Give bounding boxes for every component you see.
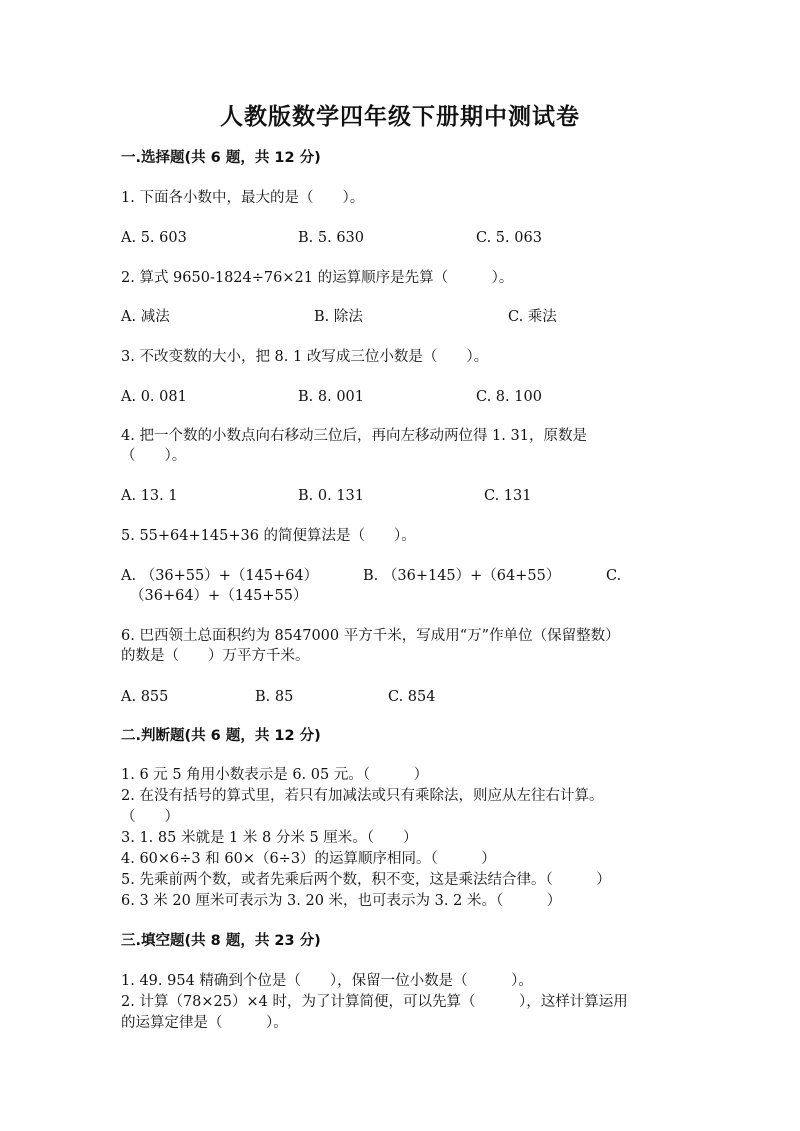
q2-option-a: A. 减法 [121, 309, 170, 325]
fill-item-2-line2: 的运算定律是（ ）。 [121, 1015, 288, 1031]
question-6-line2: 的数是（ ）万平方千米。 [121, 648, 310, 664]
judge-item-4: 4. 60×6÷3 和 60×（6÷3）的运算顺序相同。（ ） [121, 851, 496, 867]
q5-option-a: A. （36+55）+（145+64） [121, 568, 319, 584]
question-5: 5. 55+64+145+36 的简便算法是（ ）。 [121, 528, 416, 544]
question-3: 3. 不改变数的大小，把 8. 1 改写成三位小数是（ ）。 [121, 349, 489, 365]
q6-option-b: B. 85 [255, 689, 294, 705]
q5-option-c: （36+64）+（145+55） [130, 588, 308, 604]
judge-item-2-blank: （ ） [121, 809, 179, 825]
q2-option-b: B. 除法 [314, 309, 363, 325]
judge-item-5: 5. 先乘前两个数，或者先乘后两个数，积不变，这是乘法结合律。（ ） [121, 872, 611, 888]
q3-option-a: A. 0. 081 [121, 389, 187, 405]
section-heading-fill: 三.填空题(共 8 题，共 23 分) [121, 933, 321, 949]
q3-option-c: C. 8. 100 [476, 389, 542, 405]
q5-option-b: B. （36+145）+（64+55） [363, 568, 561, 584]
q4-option-a: A. 13. 1 [121, 488, 178, 504]
question-4-blank: （ ）。 [121, 448, 187, 464]
q1-option-a: A. 5. 603 [121, 230, 187, 246]
judge-item-6: 6. 3 米 20 厘米可表示为 3. 20 米，也可表示为 3. 2 米。（ ） [121, 893, 562, 909]
fill-item-2: 2. 计算（78×25）×4 时，为了计算简便，可以先算（ ），这样计算运用 [121, 994, 628, 1010]
judge-item-3: 3. 1. 85 米就是 1 米 8 分米 5 厘米。（ ） [121, 830, 418, 846]
section-heading-choice: 一.选择题(共 6 题，共 12 分) [121, 150, 321, 166]
q5-option-c-label: C. [606, 568, 622, 584]
q6-option-a: A. 855 [121, 689, 169, 705]
q1-option-c: C. 5. 063 [476, 230, 542, 246]
question-4: 4. 把一个数的小数点向右移动三位后，再向左移动两位得 1. 31，原数是 [121, 428, 587, 444]
page-title: 人教版数学四年级下册期中测试卷 [220, 104, 580, 130]
judge-item-2: 2. 在没有括号的算式里，若只有加减法或只有乘除法，则应从左往右计算。 [121, 788, 604, 804]
section-heading-judge: 二.判断题(共 6 题，共 12 分) [121, 728, 321, 744]
q3-option-b: B. 8. 001 [298, 389, 364, 405]
q4-option-c: C. 131 [484, 488, 532, 504]
question-2: 2. 算式 9650-1824÷76×21 的运算顺序是先算（ ）。 [121, 270, 514, 286]
q2-option-c: C. 乘法 [508, 309, 557, 325]
question-1: 1. 下面各小数中，最大的是（ ）。 [121, 190, 365, 206]
q6-option-c: C. 854 [388, 689, 436, 705]
judge-item-1: 1. 6 元 5 角用小数表示是 6. 05 元。（ ） [121, 767, 429, 783]
q4-option-b: B. 0. 131 [298, 488, 364, 504]
question-6: 6. 巴西领土总面积约为 8547000 平方千米，写成用“万”作单位（保留整数） [121, 628, 620, 644]
fill-item-1: 1. 49. 954 精确到个位是（ ），保留一位小数是（ ）。 [121, 973, 533, 989]
q1-option-b: B. 5. 630 [298, 230, 364, 246]
